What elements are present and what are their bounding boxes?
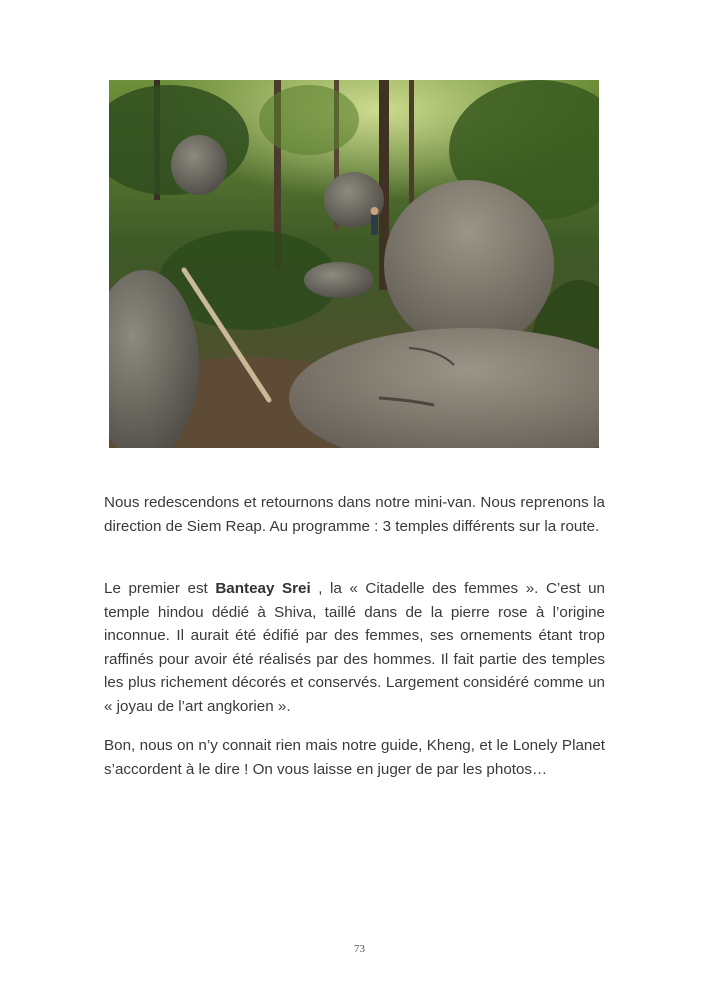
paragraph-guide-opinion: Bon, nous on n’y connait rien mais notre guide, Kheng, et le Lonely Planet s’accordent à le dire ! On vous laisse en juger de par les photos… — [104, 737, 605, 778]
paragraph-return-to-van: Nous redescendons et retournons dans notre mini-van. Nous reprenons la direction de Siem Reap. Au programme : 3 temples différents sur la route. — [104, 494, 605, 535]
jungle-boulders-photo — [109, 80, 599, 448]
temple-name-banteay-srei: Banteay Srei — [215, 580, 311, 597]
paragraph-banteay-srei — [104, 577, 605, 718]
page-number: 73 — [354, 943, 365, 955]
paragraph-banteay-srei-body: , la « Citadelle des femmes ». C’est un temple hindou dédié à Shiva, taillé dans de la pierre rose à l’origine inconnue. Il aurait été édifié par des femmes, ses ornements étant trop raffinés pour avoir été réalisés par des hommes. Il fait partie des temples les plus richement décorés et conservés. Largement considéré comme un « joyau de l’art angkorien ». — [104, 580, 605, 715]
paragraph-banteay-srei-intro: Le premier est — [104, 580, 216, 597]
